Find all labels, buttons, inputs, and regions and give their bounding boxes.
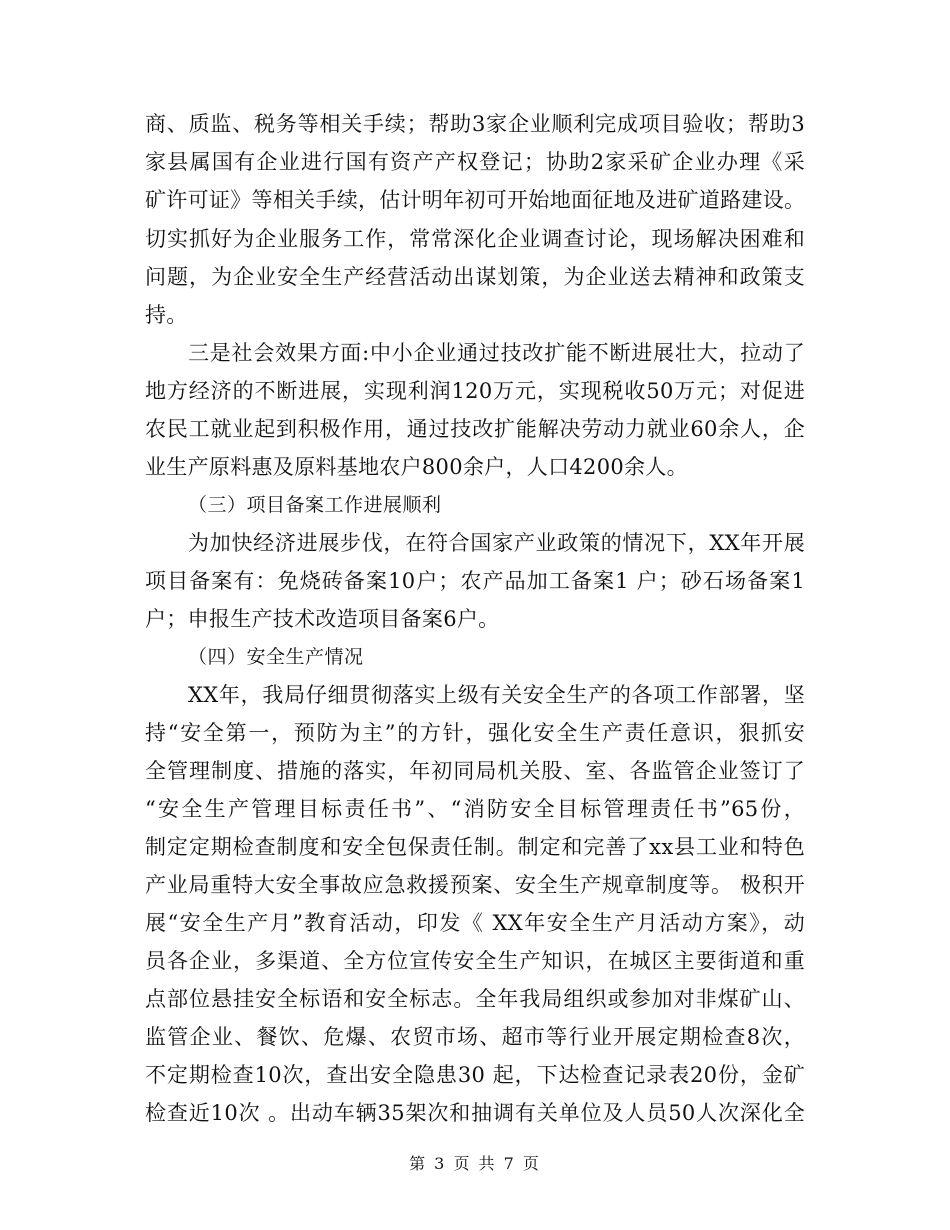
section-heading: （四）安全生产情况 [188, 646, 364, 668]
body-line: 产业局重特大安全事故应急救援预案、安全生产规章制度等。 极积开 [145, 873, 805, 897]
body-line: 持“安全第一，预防为主”的方针，强化安全生产责任意识，狠抓安 [145, 721, 805, 745]
body-line: 业生产原料惠及原料基地农户800余户，人口4200余人。 [145, 455, 688, 479]
body-line: 监管企业、餐饮、危爆、农贸市场、超市等行业开展定期检查8次， [145, 1025, 805, 1049]
body-line: 问题，为企业安全生产经营活动出谋划策，为企业送去精神和政策支 [145, 265, 805, 289]
body-line: 制定定期检查制度和安全包保责任制。制定和完善了xx县工业和特色 [145, 835, 805, 859]
body-line: “安全生产管理目标责任书”、“消防安全目标管理责任书”65份， [145, 797, 805, 821]
body-line: 商、质监、税务等相关手续；帮助3家企业顺利完成项目验收；帮助3 [145, 112, 805, 136]
body-line: 检查近10次 。出动车辆35架次和抽调有关单位及人员50人次深化全 [145, 1101, 805, 1125]
body-line: 展“安全生产月”教育活动，印发《 XX年安全生产月活动方案》，动 [145, 911, 805, 935]
body-line: 矿许可证》等相关手续，估计明年初可开始地面征地及进矿道路建设。 [145, 188, 805, 212]
body-line: 切实抓好为企业服务工作，常常深化企业调查讨论，现场解决困难和 [145, 227, 805, 251]
body-line: 农民工就业起到积极作用，通过技改扩能解决劳动力就业60余人，企 [145, 417, 805, 441]
paragraph-first-line: XX年，我局仔细贯彻落实上级有关安全生产的各项工作部署，坚 [188, 683, 805, 707]
body-line: 点部位悬挂安全标语和安全标志。全年我局组织或参加对非煤矿山、 [145, 987, 805, 1011]
body-line: 项目备案有：免烧砖备案10户；农产品加工备案1 户；砂石场备案1 [145, 569, 805, 593]
body-line: 全管理制度、措施的落实，年初同局机关股、室、各监管企业签订了 [145, 759, 805, 783]
section-heading: （三）项目备案工作进展顺利 [188, 494, 442, 516]
body-line: 地方经济的不断进展，实现利润120万元，实现税收50万元；对促进 [145, 379, 805, 403]
body-line: 户；申报生产技术改造项目备案6户。 [145, 607, 500, 631]
paragraph-first-line: 为加快经济进展步伐，在符合国家产业政策的情况下，XX年开展 [188, 531, 805, 555]
body-line: 员各企业，多渠道、全方位宣传安全生产知识，在城区主要街道和重 [145, 949, 805, 973]
paragraph-first-line: 三是社会效果方面:中小企业通过技改扩能不断进展壮大，拉动了 [188, 341, 805, 365]
body-line: 家县属国有企业进行国有资产产权登记；协助2家采矿企业办理《采 [145, 150, 805, 174]
body-line: 持。 [145, 303, 188, 327]
page-number-footer: 第 3 页 共 7 页 [409, 1154, 541, 1173]
body-line: 不定期检查10次，查出安全隐患30 起，下达检查记录表20份，金矿 [145, 1063, 805, 1087]
